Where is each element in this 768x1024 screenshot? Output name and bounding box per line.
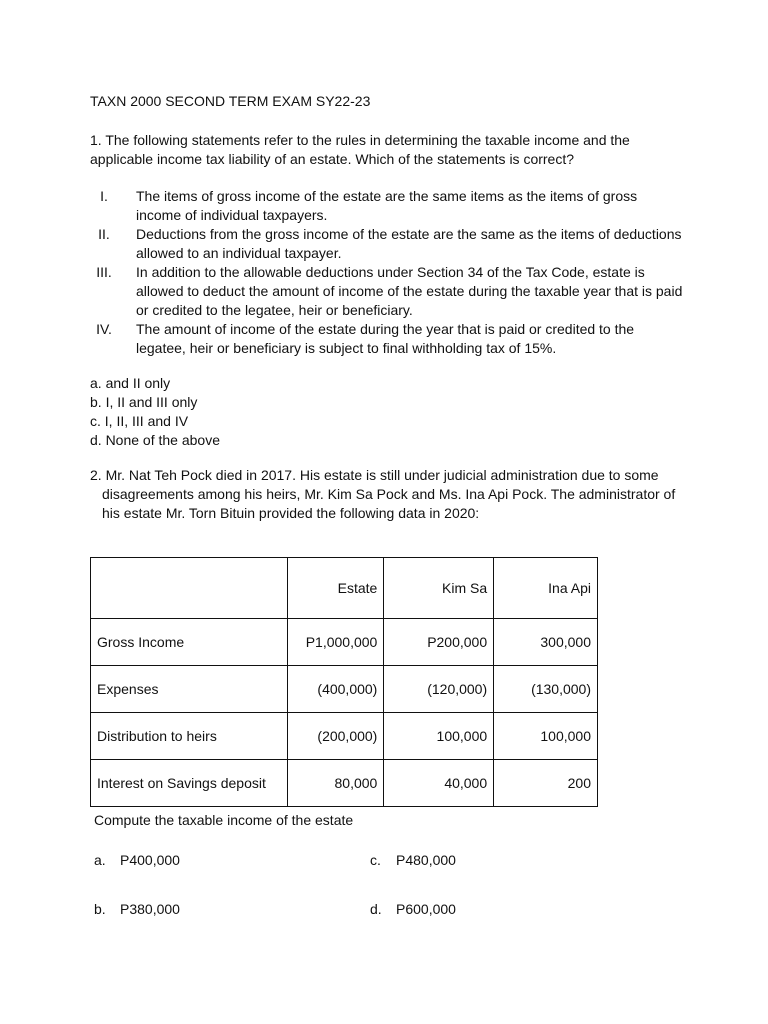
question-2-prompt: Compute the taxable income of the estate — [94, 812, 354, 828]
table-cell: 100,000 — [384, 713, 494, 760]
table-row — [91, 619, 598, 666]
question-1-line-1: 1. The following statements refer to the rules in determining the taxable income and the — [90, 132, 630, 148]
choice-letter: a. — [94, 852, 106, 868]
table-cell: P200,000 — [384, 619, 494, 666]
table-cell: (200,000) — [288, 713, 384, 760]
choice-value: P380,000 — [120, 901, 180, 917]
header-cell: Estate — [288, 558, 384, 619]
statement-text: The items of gross income of the estate are the same items as the items of gross — [136, 188, 638, 204]
header-cell — [91, 558, 288, 619]
row-label: Distribution to heirs — [91, 713, 288, 760]
table-cell: (400,000) — [288, 666, 384, 713]
statement-text: legatee, heir or beneficiary is subject to final withholding tax of 15%. — [136, 340, 557, 356]
row-label: Expenses — [91, 666, 288, 713]
estate-data-table — [90, 557, 598, 807]
statement-3 — [90, 263, 690, 320]
statement-text: Deductions from the gross income of the estate are the same as the items of deductions — [136, 226, 682, 242]
question-1-stem — [90, 131, 690, 169]
choice-c — [370, 851, 456, 870]
option-b: b. I, II and III only — [90, 394, 198, 410]
choice-value: P480,000 — [396, 852, 456, 868]
choice-letter: b. — [94, 901, 106, 917]
statement-1 — [90, 187, 690, 225]
statement-number: II. — [98, 226, 110, 242]
choice-d — [370, 900, 456, 919]
table-cell: 100,000 — [494, 713, 598, 760]
question-2-line-1: 2. Mr. Nat Teh Pock died in 2017. His estate is still under judicial administration due to some — [90, 467, 659, 483]
statement-text: The amount of income of the estate during the year that is paid or credited to the — [136, 321, 635, 337]
header-cell: Kim Sa — [384, 558, 494, 619]
choice-letter: d. — [370, 901, 382, 917]
statement-2 — [90, 225, 690, 263]
statement-number: IV. — [96, 321, 112, 337]
choice-b — [94, 900, 180, 919]
statement-text: allowed to an individual taxpayer. — [136, 245, 342, 261]
statement-number: III. — [96, 264, 112, 280]
question-1-options — [90, 374, 220, 450]
choice-a — [94, 851, 180, 870]
option-a: a. and II only — [90, 375, 171, 391]
table-cell: 80,000 — [288, 760, 384, 807]
option-c: c. I, II, III and IV — [90, 413, 189, 429]
table-row — [91, 713, 598, 760]
header-cell: Ina Api — [494, 558, 598, 619]
statement-number: I. — [100, 188, 108, 204]
statement-text: In addition to the allowable deductions under Section 34 of the Tax Code, estate is — [136, 264, 645, 280]
table-row — [91, 760, 598, 807]
table-header-row — [91, 558, 598, 619]
table-cell: (120,000) — [384, 666, 494, 713]
table-cell: 200 — [494, 760, 598, 807]
option-d: d. None of the above — [90, 432, 220, 448]
question-2-stem — [90, 466, 690, 523]
statement-text: allowed to deduct the amount of income of the estate during the taxable year that is paid — [136, 283, 683, 299]
question-1-line-2: applicable income tax liability of an estate. Which of the statements is correct? — [90, 151, 575, 167]
exam-title: TAXN 2000 SECOND TERM EXAM SY22-23 — [90, 93, 371, 109]
statement-text: or credited to the legatee, heir or beneficiary. — [136, 302, 413, 318]
choice-letter: c. — [370, 852, 381, 868]
statement-text: income of individual taxpayers. — [136, 207, 328, 223]
row-label: Interest on Savings deposit — [91, 760, 288, 807]
row-label: Gross Income — [91, 619, 288, 666]
statement-4 — [90, 320, 690, 358]
statement-list — [90, 187, 690, 358]
table-cell: (130,000) — [494, 666, 598, 713]
table-cell: 40,000 — [384, 760, 494, 807]
choice-value: P400,000 — [120, 852, 180, 868]
question-2-line-2: disagreements among his heirs, Mr. Kim Sa Pock and Ms. Ina Api Pock. The administrator of — [102, 486, 676, 502]
table-cell: P1,000,000 — [288, 619, 384, 666]
question-2-line-3: his estate Mr. Torn Bituin provided the following data in 2020: — [102, 505, 480, 521]
table-row — [91, 666, 598, 713]
choice-value: P600,000 — [396, 901, 456, 917]
table-cell: 300,000 — [494, 619, 598, 666]
